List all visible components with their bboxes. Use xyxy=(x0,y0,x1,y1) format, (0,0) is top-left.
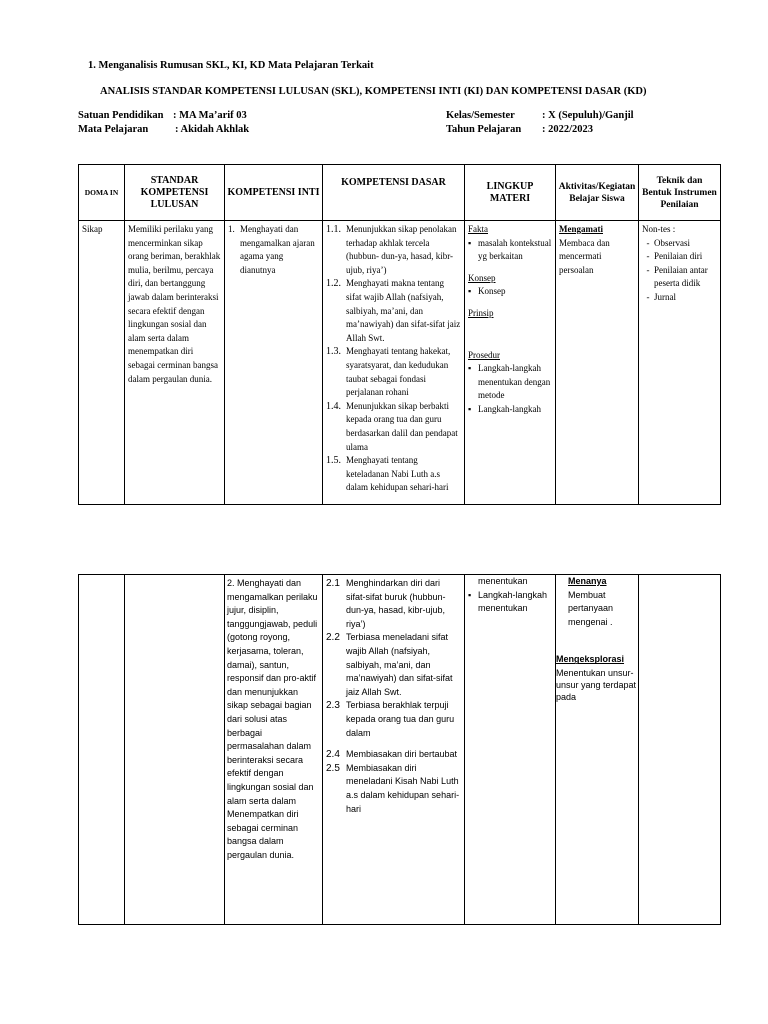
aktivitas-cell xyxy=(556,575,639,925)
skl-cell: Memiliki perilaku yang mencerminkan sikap orang beriman, berakhlak mulia, berilmu, percaya diri, dan bertanggung jawab dalam berinteraksi secara efektif dengan lingkungan sosial dan alam serta dalam menempatkan diri sebagai cerminan bangsa dalam pergaulan dunia. xyxy=(125,221,225,505)
header-kd: KOMPETENSI DASAR xyxy=(323,165,465,221)
kd-item xyxy=(326,631,461,699)
kd-text: Menunjukkan sikap penolakan terhadap akhlak tercela (hubbun- dun-ya, hasad, kibr-ujub, riya’) xyxy=(346,224,457,275)
bullet-icon: ▪ xyxy=(468,589,472,600)
domain-cell: Sikap xyxy=(79,221,125,505)
materi-cell xyxy=(465,221,556,505)
bullet-icon: ▪ xyxy=(468,286,472,297)
header-teknik: Teknik dan Bentuk Instrumen Penilaian xyxy=(639,165,721,221)
mengeksplorasi-text: Menentukan unsur-unsur yang terdapat pada xyxy=(556,667,637,702)
table-row xyxy=(79,575,721,925)
kd-item xyxy=(326,345,461,399)
analysis-table-page2 xyxy=(78,574,721,925)
meta-satuan-value: : MA Ma’arif 03 xyxy=(173,110,247,121)
kd-text: Menghayati tentang keteladanan Nabi Luth a.s dalam kehidupan sehari-hari xyxy=(346,455,449,493)
analysis-table-page1 xyxy=(78,164,721,505)
header-skl: STANDAR KOMPETENSI LULUSAN xyxy=(125,165,225,221)
prosedur-label: Prosedur xyxy=(468,349,500,360)
ki-item xyxy=(228,223,319,277)
header-ki: KOMPETENSI INTI xyxy=(225,165,323,221)
kd-text: Menghayati makna tentang sifat wajib Allah (nafsiyah, salbiyah, ma’ani, dan ma’nawiyah) dan sifat-sifat jaiz Allah Swt. xyxy=(346,278,461,343)
skl-cell xyxy=(125,575,225,925)
kd-number: 2.1 xyxy=(326,578,340,589)
domain-cell xyxy=(79,575,125,925)
kd-text: Terbiasa berakhlak terpuji kepada orang tua dan guru dalam xyxy=(346,700,455,738)
kd-text: Menghindarkan diri dari sifat-sifat buruk (hubbun-dun-ya, hasad, kibr-ujub, riya’) xyxy=(346,578,446,629)
teknik-item: Penilaian antar peserta didik xyxy=(654,264,708,289)
kd-cell xyxy=(323,575,465,925)
konsep-label: Konsep xyxy=(468,272,496,283)
kd-text: Menghayati tentang hakekat, syaratsyarat, dan kedudukan taubat sebagai fondasi perjalanan rohani xyxy=(346,346,451,398)
kd-item xyxy=(326,762,461,816)
kd-text: Menunjukkan sikap berbakti kepada orang tua dan guru berdasarkan dalil dan pendapat ulama xyxy=(346,400,458,452)
kd-number: 2.3 xyxy=(326,700,340,712)
list-item xyxy=(468,589,552,616)
section-title: 1. Menganalisis Rumusan SKL, KI, KD Mata Pelajaran Terkait xyxy=(88,60,374,71)
list-item: - Observasi xyxy=(642,237,717,251)
table-header-row xyxy=(79,165,721,221)
kd-number: 1.1. xyxy=(326,224,341,235)
mengamati-label: Mengamati xyxy=(559,224,603,234)
kd-number: 2.2 xyxy=(326,632,340,644)
mengamati-text: Membaca dan mencermati persoalan xyxy=(559,237,610,275)
prosedur-item: Langkah-langkah menentukan xyxy=(478,589,548,614)
materi-continued: menentukan xyxy=(478,576,528,586)
konsep-item: Konsep xyxy=(478,286,506,297)
list-item: - Jurnal xyxy=(642,291,717,305)
teknik-item: Jurnal xyxy=(654,291,676,302)
meta-tahun-label: Tahun Pelajaran xyxy=(446,124,522,135)
kd-cell xyxy=(323,221,465,505)
teknik-cell xyxy=(639,221,721,505)
bullet-icon: ▪ xyxy=(468,403,472,414)
ki-text: 2. Menghayati dan mengamalkan perilaku jujur, disiplin, tanggungjawab, peduli (gotong royong, kerjasama, toleran, damai), santun, responsif dan pro-aktif dan menunjukkan sikap sebagai bagian dari solusi atas berbagai permasalahan dalam berinteraksi secara efektif dengan lingkungan sosial dan alam serta dalam Menempatkan diri sebagai cerminan bangsa dalam pergaulan dunia. xyxy=(227,578,318,860)
kd-item xyxy=(326,400,461,454)
kd-text: Membiasakan diri bertaubat xyxy=(346,749,458,760)
fakta-label: Fakta xyxy=(468,224,488,234)
list-item xyxy=(468,285,552,299)
header-materi: LINGKUP MATERI xyxy=(465,165,556,221)
list-item: - Penilaian diri xyxy=(642,250,717,264)
meta-tahun-value: : 2022/2023 xyxy=(542,124,594,135)
list-item xyxy=(468,362,552,403)
teknik-item: Observasi xyxy=(654,237,690,248)
kd-text: Terbiasa meneladani sifat wajib Allah (nafsiyah, salbiyah, ma’ani, dan ma’nawiyah) dan sifat-sifat jaiz Allah Swt. xyxy=(346,632,453,697)
kd-item xyxy=(326,454,461,495)
kd-item xyxy=(326,223,461,277)
meta-satuan-label: Satuan Pendidikan xyxy=(78,110,164,121)
kd-number: 2.4 xyxy=(326,749,340,761)
kd-text: Membiasakan diri meneladani Kisah Nabi Luth a.s dalam kehidupan sehari-hari xyxy=(346,762,460,814)
kd-item xyxy=(326,748,461,762)
materi-cell xyxy=(465,575,556,925)
fakta-item: masalah kontekstual yg berkaitan xyxy=(478,237,552,262)
kd-number: 1.3. xyxy=(326,346,341,358)
list-item: - Penilaian antar peserta didik xyxy=(642,264,717,291)
header-domain: DOMA IN xyxy=(79,165,125,221)
prinsip-label: Prinsip xyxy=(468,307,494,318)
list-item xyxy=(468,403,552,417)
main-title: ANALISIS STANDAR KOMPETENSI LULUSAN (SKL), KOMPETENSI INTI (KI) DAN KOMPETENSI DASAR (KD) xyxy=(100,86,647,97)
meta-mapel-label: Mata Pelajaran xyxy=(78,124,149,135)
kd-item xyxy=(326,277,461,345)
aktivitas-cell xyxy=(556,221,639,505)
prosedur-item: Langkah-langkah menentukan dengan metode xyxy=(478,363,551,401)
teknik-item: Penilaian diri xyxy=(654,251,703,262)
kd-number: 1.2. xyxy=(326,278,341,290)
ki-number: 1. xyxy=(228,224,235,234)
meta-mapel-value: : Akidah Akhlak xyxy=(175,124,250,135)
kd-number: 1.5. xyxy=(326,455,341,467)
kd-number: 1.4. xyxy=(326,400,341,412)
list-item xyxy=(468,237,552,264)
header-aktivitas: Aktivitas/Kegiatan Belajar Siswa xyxy=(556,165,639,221)
ki-cell xyxy=(225,221,323,505)
bullet-icon: ▪ xyxy=(468,237,472,248)
kd-item xyxy=(326,577,461,631)
menanya-text: Membuat pertanyaan mengenai . xyxy=(568,589,614,627)
menanya-label: Menanya xyxy=(568,576,607,586)
meta-kelas-label: Kelas/Semester xyxy=(446,110,515,121)
kd-number: 2.5 xyxy=(326,762,340,774)
bullet-icon: ▪ xyxy=(468,363,472,374)
teknik-cell xyxy=(639,575,721,925)
ki-text: Menghayati dan mengamalkan ajaran agama yang dianutnya xyxy=(240,224,315,275)
prosedur-item: Langkah-langkah xyxy=(478,403,541,414)
kd-item xyxy=(326,699,461,740)
meta-kelas-value: : X (Sepuluh)/Ganjil xyxy=(542,110,634,121)
ki-cell xyxy=(225,575,323,925)
nontes-label: Non-tes : xyxy=(642,224,676,234)
table-row xyxy=(79,221,721,505)
mengeksplorasi-label: Mengeksplorasi xyxy=(556,654,625,665)
